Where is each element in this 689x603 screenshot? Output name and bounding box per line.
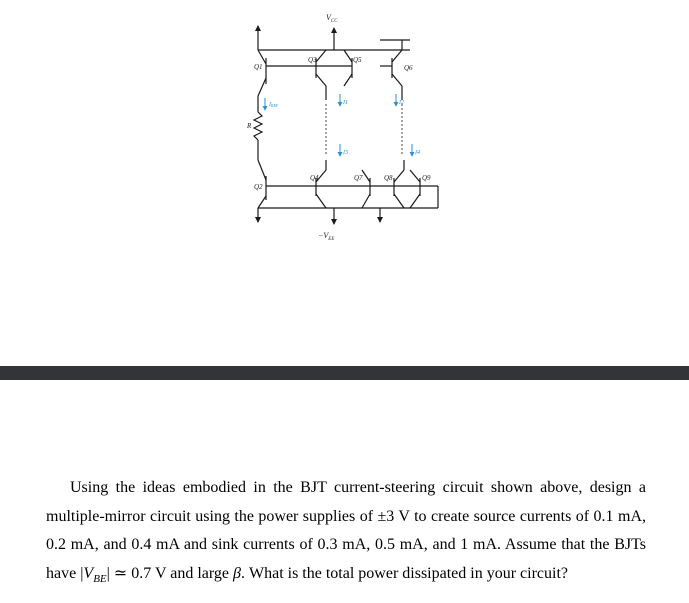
iref-label: IREF: [269, 102, 279, 108]
current-arrows: [265, 94, 412, 156]
q8-label: Q8: [384, 174, 393, 182]
vbe-symbol: V: [83, 564, 94, 582]
q5-label: Q5: [353, 56, 362, 64]
vcc-label: $V_{CC}$: [326, 13, 338, 24]
dashed-paths: [326, 104, 402, 156]
bjt-current-steering-circuit: [0, 0, 689, 300]
q4-label: Q4: [310, 174, 319, 182]
section-divider: [0, 366, 689, 380]
circuit-wires: [254, 26, 438, 224]
i1-label: I1: [343, 100, 348, 106]
beta-symbol: β: [233, 564, 241, 582]
q3-label: Q3: [308, 56, 317, 64]
problem-statement: [46, 474, 646, 593]
i4-label: I4: [415, 150, 420, 156]
q6-label: Q6: [404, 64, 413, 72]
q9-label: Q9: [422, 174, 431, 182]
q7-label: Q7: [354, 174, 363, 182]
vee-label: $-V_{EE}$: [318, 231, 335, 242]
problem-paragraph: Using the ideas embodied in the BJT current-steering circuit shown above, design a multiple-mirror circuit using the power supplies of ±3 V to create source currents of 0.1 mA, 0.2 mA, and 0.4 mA and sink currents of 0.3 mA, 0.5 mA, and 1 mA. Assume that the BJTs have $|V_{BE}|$ ≃ 0.7 V and large β. What is the total power dissipated in your circuit?: [46, 479, 647, 585]
q2-label: Q2: [254, 183, 263, 191]
resistor-label: R: [247, 122, 252, 130]
i3-label: I3: [343, 150, 348, 156]
q1-label: Q1: [254, 63, 263, 71]
i2-label: I2: [399, 100, 404, 106]
plus-minus-value: ±3: [377, 507, 395, 525]
